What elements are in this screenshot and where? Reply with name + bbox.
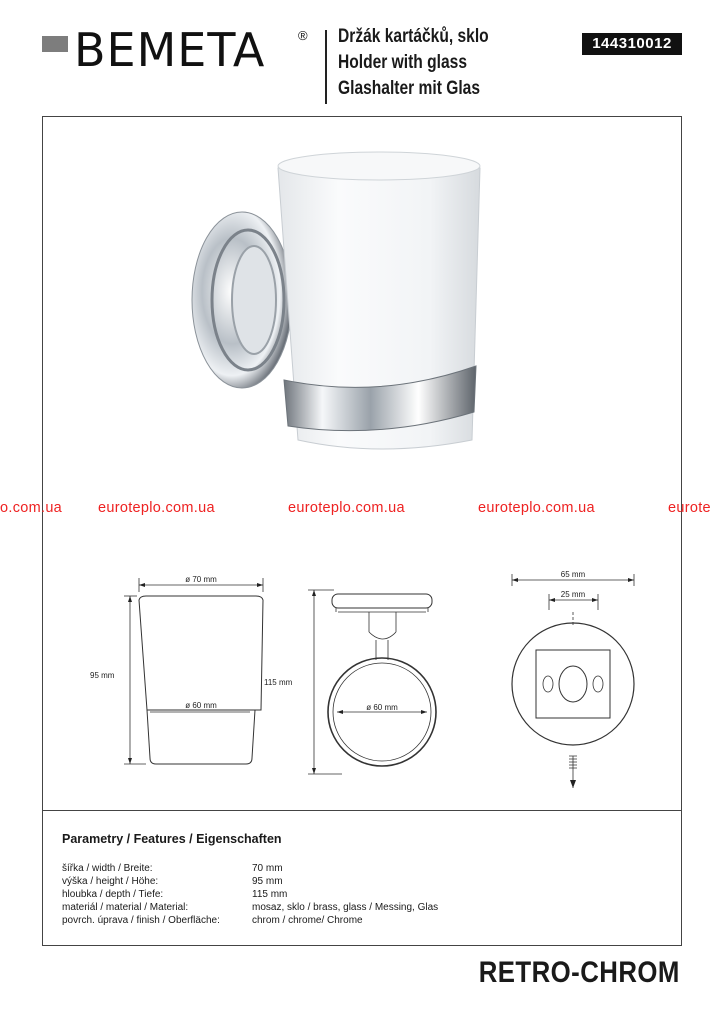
brand-name: BEMETA (74, 23, 266, 77)
spec-value: 70 mm (252, 863, 283, 874)
spec-row (62, 889, 288, 901)
spec-label: materiál / material / Material: (62, 902, 189, 913)
header-divider (325, 30, 327, 104)
brand-logo (40, 22, 310, 78)
watermark-text: o.com.ua (0, 500, 63, 516)
watermark-text: euroteplo.com.ua (288, 500, 405, 516)
spec-row (62, 863, 283, 875)
dim-side-ring: ø 60 mm (366, 703, 398, 712)
dim-rosette-width: 65 mm (560, 570, 586, 579)
registered-mark: ® (298, 28, 308, 43)
logo-mark (42, 36, 68, 52)
title-english: Holder with glass (338, 52, 467, 73)
dim-glass-base: ø 60 mm (185, 701, 217, 710)
dim-rosette-holes: 25 mm (560, 590, 586, 599)
dim-side-depth: 115 mm (264, 678, 293, 687)
spec-label: hloubka / depth / Tiefe: (62, 889, 164, 900)
watermark-text: euroteplo.com.ua (98, 500, 215, 516)
section-divider (42, 810, 682, 811)
dim-glass-top: ø 70 mm (185, 575, 217, 584)
spec-value: 95 mm (252, 876, 283, 887)
rosette-front-view (512, 574, 634, 788)
product-titles (338, 24, 489, 102)
watermark-text: euroteplo.com.ua (478, 500, 595, 516)
spec-label: povrch. úprava / finish / Oberfläche: (62, 915, 220, 926)
watermark-text: eurote (668, 500, 711, 516)
title-german: Glashalter mit Glas (338, 78, 481, 99)
title-czech: Držák kartáčků, sklo (338, 26, 489, 47)
spec-value: chrom / chrome/ Chrome (252, 915, 363, 926)
glass-front-view (124, 578, 263, 764)
spec-label: výška / height / Höhe: (62, 876, 159, 887)
product-code: 144310012 (582, 33, 682, 55)
product-photo (150, 140, 550, 480)
spec-value: mosaz, sklo / brass, glass / Messing, Glas (252, 902, 439, 913)
spec-row (62, 902, 439, 914)
dim-glass-height: 95 mm (90, 671, 115, 680)
spec-label: šířka / width / Breite: (62, 863, 153, 874)
spec-value: 115 mm (252, 889, 288, 900)
spec-row (62, 915, 363, 927)
series-name: RETRO-CHROM (478, 956, 680, 989)
technical-drawings (42, 560, 682, 810)
spec-row (62, 876, 283, 888)
holder-side-view (308, 590, 436, 774)
specs-title: Parametry / Features / Eigenschaften (62, 832, 282, 846)
